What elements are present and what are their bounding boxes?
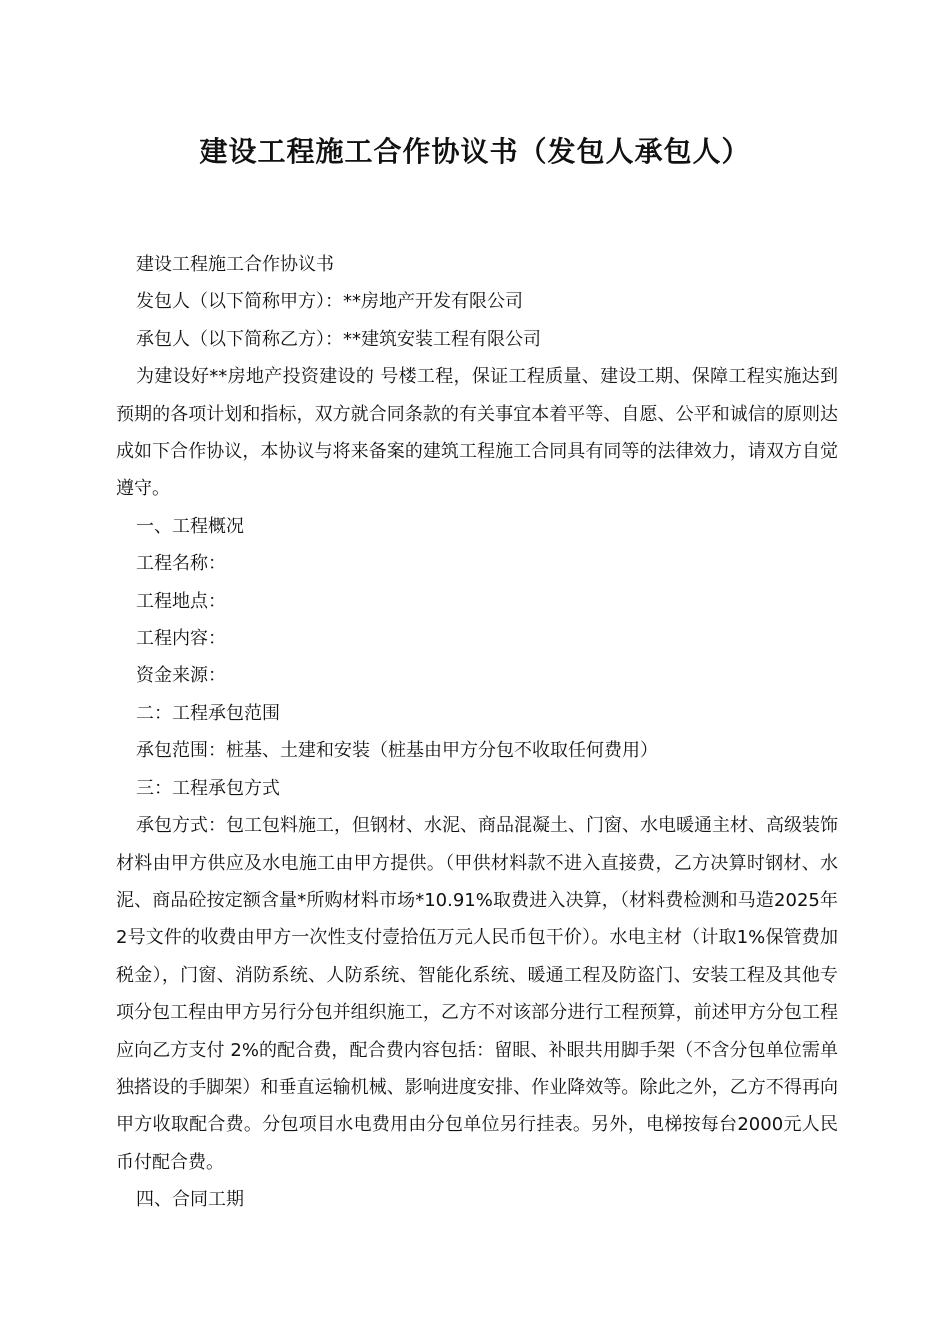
document-body [116, 246, 838, 1219]
preamble-paragraph: 为建设好**房地产投资建设的 号楼工程，保证工程质量、建设工期、保障工程实施达到预期的各项计划和指标，双方就合同条款的有关事宜本着平等、自愿、公平和诚信的原则达成如下合作协议，本协议与将来备案的建筑工程施工合同具有同等的法律效力，请双方自觉遵守。 [116, 366, 838, 500]
contract-method-paragraph: 承包方式：包工包料施工，但钢材、水泥、商品混凝土、门窗、水电暖通主材、高级装饰材料由甲方供应及水电施工由甲方提供。（甲供材料款不进入直接费，乙方决算时钢材、水泥、商品砼按定额含量*所购材料市场*10.91%取费进入决算，（材料费检测和马造2025年2号文件的收费由甲方一次性支付壹拾伍万元人民币包干价）。水电主材（计取1%保管费加税金），门窗、消防系统、人防系统、智能化系统、暖通工程及防盗门、安装工程及其他专项分包工程由甲方另行分包并组织施工，乙方不对该部分进行工程预算，前述甲方分包工程应向乙方支付 2%的配合费，配合费内容包括：留眼、补眼共用脚手架（不含分包单位需单独搭设的手脚架）和垂直运输机械、影响进度安排、作业降效等。除此之外，乙方不得再向甲方收取配合费。分包项目水电费用由分包单位另行挂表。另外，电梯按每台2000元人民币付配合费。 [116, 815, 838, 1173]
agreement-heading: 建设工程施工合作协议书 [136, 254, 334, 275]
project-location-field: 工程地点： [136, 590, 226, 612]
project-content-field: 工程内容： [136, 628, 226, 650]
section-heading-4: 四、合同工期 [136, 1189, 244, 1211]
section-heading-3: 三：工程承包方式 [136, 777, 280, 799]
party-b-line: 承包人（以下简称乙方）：**建筑安装工程有限公司 [136, 328, 541, 350]
document-title: 建设工程施工合作协议书（发包人承包人） [199, 135, 751, 168]
funding-source-field: 资金来源： [136, 665, 226, 687]
project-name-field: 工程名称： [136, 553, 226, 575]
party-a-line: 发包人（以下简称甲方）：**房地产开发有限公司 [136, 291, 523, 313]
section-heading-2: 二：工程承包范围 [136, 702, 280, 724]
scope-paragraph: 承包范围：桩基、土建和安装（桩基由甲方分包不收取任何费用） [136, 740, 658, 762]
section-heading-1: 一、工程概况 [136, 515, 244, 537]
